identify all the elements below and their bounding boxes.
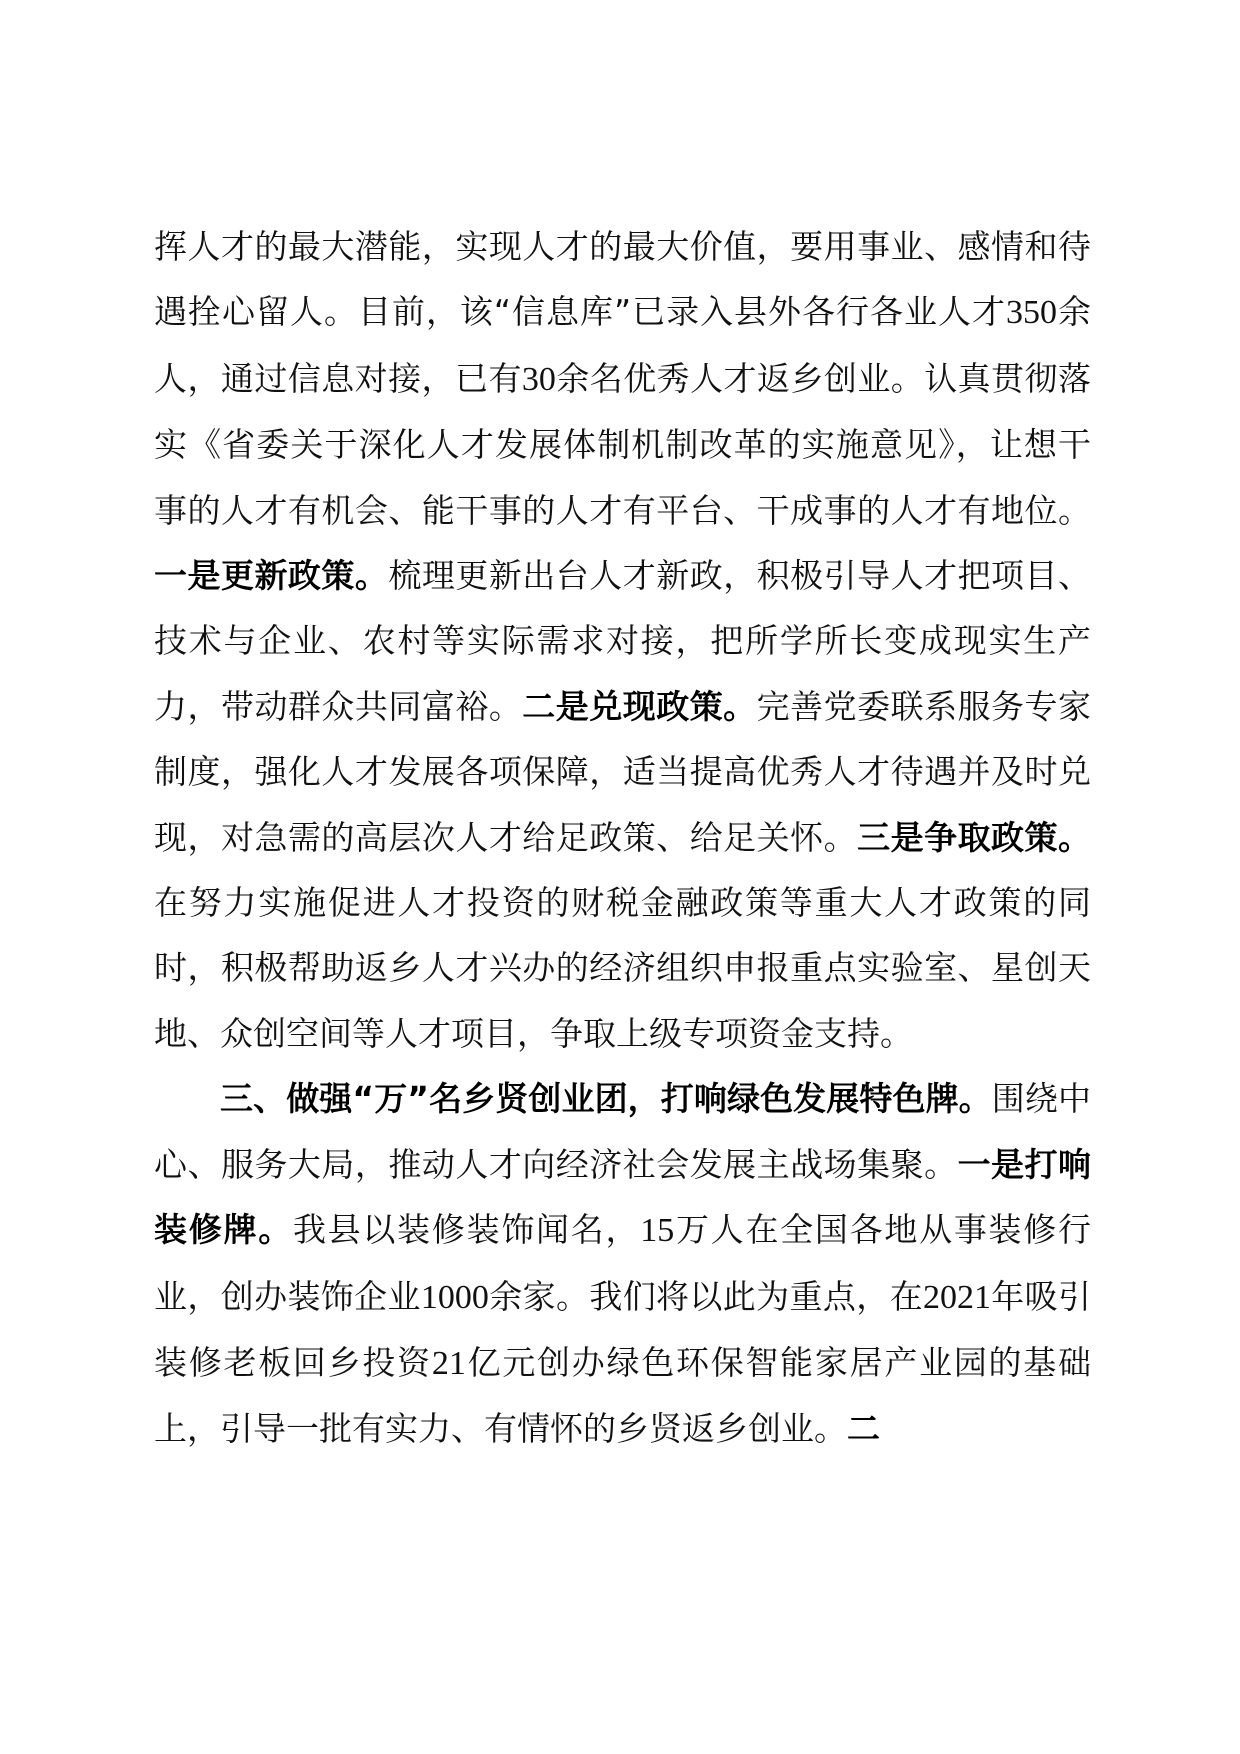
number-value: 2021	[922, 1278, 991, 1316]
bold-point-decoration-brand: 一是打响装修牌。	[154, 1144, 1092, 1250]
text-segment: 年吸引装修老板回乡投资	[154, 1276, 1092, 1382]
text-segment: 挥人才的最大潜能，实现人才的最大价值，要用事业、感情和待遇拴心留人。目前，该“信息库”已录入县外各行各业人才	[154, 227, 1091, 332]
number-value: 15	[640, 1212, 675, 1250]
text-segment: 余名优秀人才返乡创业。认真贯彻落实《省委关于深化人才发展体制机制改革的实施意见》，让想干事的人才有机会、能干事的人才有平台、干成事的人才有地位。	[154, 358, 1092, 530]
text-segment: 余家。我们将以此为重点，在	[488, 1276, 923, 1316]
bold-point-next: 二	[847, 1409, 880, 1449]
paragraph-section-three	[154, 1066, 1091, 1461]
number-value: 30	[521, 360, 556, 398]
bold-point-update-policy: 一是更新政策。	[154, 556, 389, 596]
paragraph-talent-policy	[154, 214, 1091, 1066]
text-segment: 围绕中心、服务大局，推动人才向经济社会发展主战场集聚。	[154, 1079, 1091, 1184]
document-body	[154, 214, 1091, 1462]
text-segment: 亿元创办绿色环保智能家居产业园的基础上，引导一批有实力、有情怀的乡贤返乡创业。	[154, 1342, 1092, 1449]
bold-point-fulfill-policy: 二是兑现政策。	[522, 686, 757, 726]
text-segment: 在努力实施促进人才投资的财税金融政策等重大人才政策的同时，积极帮助返乡人才兴办的经济组织申报重点实验室、星创天地、众创空间等人才项目，争取上级专项资金支持。	[154, 883, 1091, 1053]
text-segment: 梳理更新出台人才新政，积极引导人才把项目、技术与企业、农村等实际需求对接，把所学所长变成现实生产力，带动群众共同富裕。	[154, 556, 1092, 726]
number-value: 21	[431, 1344, 466, 1382]
text-segment: 万人在全国各地从事装修行业，创办装饰企业	[154, 1210, 1092, 1316]
text-segment: 余人，通过信息对接，已有	[154, 292, 1091, 398]
bold-point-strive-policy: 三是争取政策。	[857, 817, 1092, 857]
text-segment: 完善党委联系服务专家制度，强化人才发展各项保障，适当提高优秀人才待遇并及时兑现，对急需的高层次人才给足政策、给足关怀。	[154, 686, 1092, 857]
text-segment: 我县以装修装饰闻名，	[292, 1210, 641, 1250]
number-value: 350	[1006, 294, 1057, 332]
number-value: 1000	[420, 1278, 489, 1316]
section-heading: 三、做强“万”名乡贤创业团，打响绿色发展特色牌。	[220, 1079, 992, 1119]
